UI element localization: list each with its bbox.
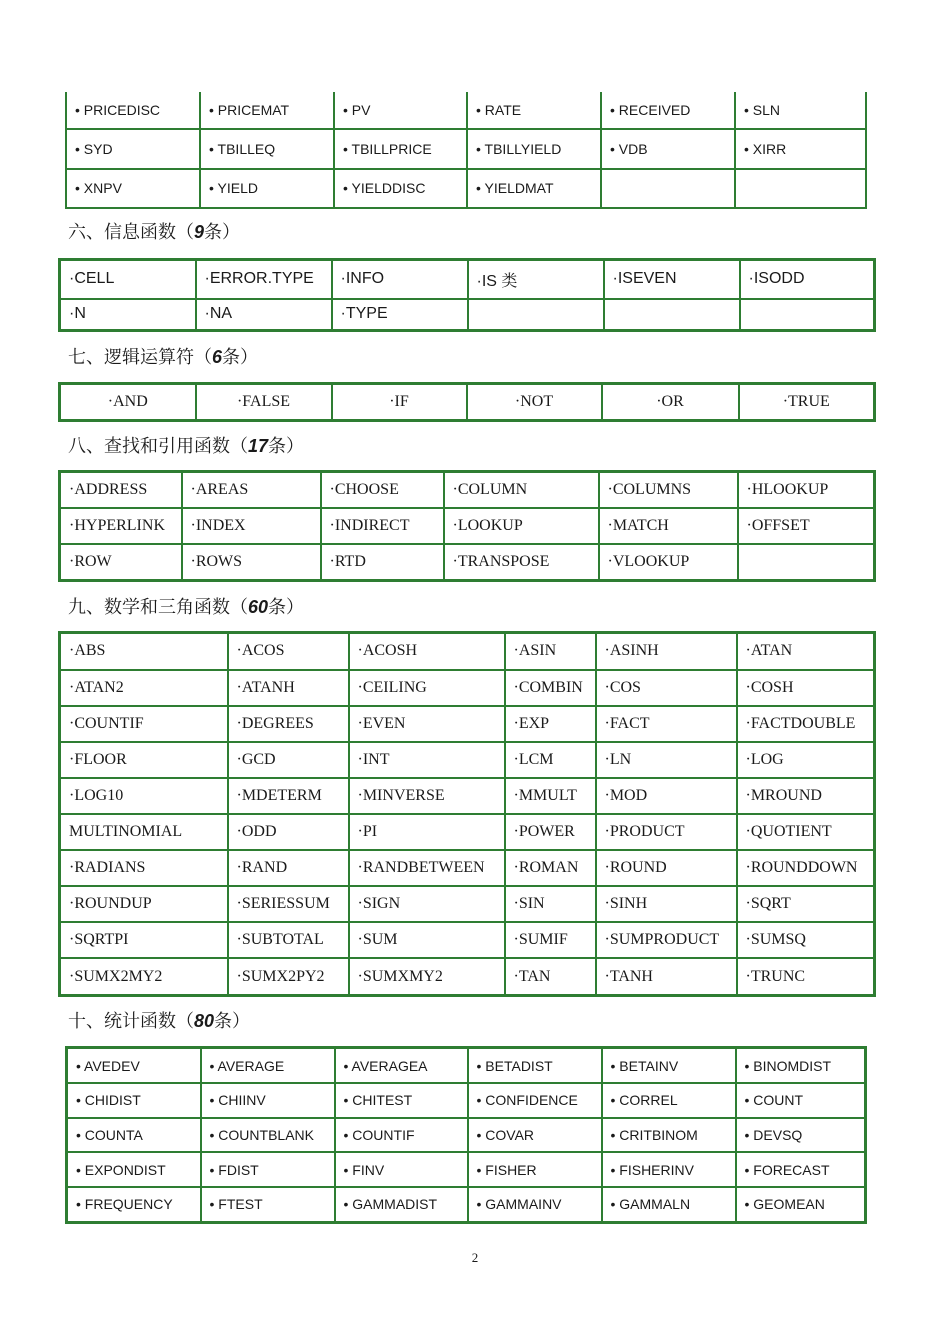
function-cell: ·CELL (60, 260, 196, 299)
function-cell: • FISHER (468, 1152, 602, 1187)
function-cell: ·NOT (467, 384, 602, 421)
function-cell: ·HLOOKUP (738, 472, 875, 509)
function-cell: • CRITBINOM (602, 1118, 736, 1153)
table-row (60, 922, 875, 958)
function-cell: ·ISEVEN (604, 260, 740, 299)
function-cell: • YIELDMAT (467, 169, 601, 208)
function-cell: ·FACTDOUBLE (737, 706, 875, 742)
page-number: 2 (471, 1250, 479, 1265)
function-cell: ·ROUND (596, 850, 737, 886)
table-info (58, 258, 876, 332)
heading-count: 6 (212, 347, 223, 367)
table-row (60, 544, 875, 581)
function-cell: • COUNTIF (335, 1118, 468, 1153)
function-cell: ·LCM (505, 742, 596, 778)
function-cell: • COVAR (468, 1118, 602, 1153)
table-row (60, 508, 875, 544)
function-cell: • DEVSQ (736, 1118, 866, 1153)
function-cell: ·MOD (596, 778, 737, 814)
function-cell: ·HYPERLINK (60, 508, 182, 544)
function-cell: • BETAINV (602, 1048, 736, 1084)
function-cell: ·TAN (505, 958, 596, 995)
heading-text: 十、统计函数（ (68, 1011, 194, 1032)
function-cell: ·SERIESSUM (228, 886, 349, 922)
function-cell: ·N (60, 299, 196, 331)
table-math (58, 631, 876, 997)
function-cell: ·TRUNC (737, 958, 875, 995)
heading-count: 9 (194, 222, 205, 242)
function-cell: ·LOOKUP (444, 508, 599, 544)
function-cell: ·ROMAN (505, 850, 596, 886)
function-cell: ·LOG (737, 742, 875, 778)
table-row (67, 1048, 866, 1084)
function-cell: MULTINOMIAL (60, 814, 228, 850)
table-row (60, 742, 875, 778)
table-row (60, 778, 875, 814)
table-row (67, 1152, 866, 1187)
function-cell: ·GCD (228, 742, 349, 778)
function-cell: ·COLUMNS (599, 472, 738, 509)
section-heading-stats (68, 1007, 250, 1033)
table-finance (65, 92, 867, 209)
function-cell: ·ERROR.TYPE (196, 260, 332, 299)
function-cell: ·IF (332, 384, 467, 421)
function-cell: ·ASIN (505, 633, 596, 670)
function-cell: ·ATANH (228, 670, 349, 706)
function-cell: ·ISODD (740, 260, 875, 299)
stats-functions-table (65, 1046, 867, 1224)
function-cell: ·EXP (505, 706, 596, 742)
function-cell: • FORECAST (736, 1152, 866, 1187)
table-row (60, 670, 875, 706)
function-cell: • COUNT (736, 1083, 866, 1118)
function-cell: ·ROUNDDOWN (737, 850, 875, 886)
function-cell: ·COSH (737, 670, 875, 706)
heading-text: 七、逻辑运算符（ (68, 347, 212, 368)
info-functions-table (58, 258, 876, 332)
function-cell: ·ACOS (228, 633, 349, 670)
function-cell: ·MINVERSE (349, 778, 505, 814)
function-cell: ·MATCH (599, 508, 738, 544)
function-cell: • EXPONDIST (67, 1152, 201, 1187)
function-cell: ·MDETERM (228, 778, 349, 814)
heading-suffix: 条） (268, 436, 305, 457)
function-cell: ·SUM (349, 922, 505, 958)
function-cell: ·SUMX2MY2 (60, 958, 228, 995)
function-cell: • BETADIST (468, 1048, 602, 1084)
function-cell: ·ADDRESS (60, 472, 182, 509)
section-heading-info (68, 218, 240, 244)
function-cell: • GEOMEAN (736, 1187, 866, 1223)
heading-suffix: 条） (268, 597, 305, 618)
function-cell: ·SINH (596, 886, 737, 922)
function-cell: ·TANH (596, 958, 737, 995)
function-cell: ·TRANSPOSE (444, 544, 599, 581)
lookup-functions-table (58, 470, 876, 582)
function-cell: • BINOMDIST (736, 1048, 866, 1084)
function-cell (738, 544, 875, 581)
function-cell: • TBILLEQ (200, 129, 334, 168)
function-cell: • XIRR (735, 129, 866, 168)
function-cell: • RECEIVED (601, 92, 735, 129)
function-cell: ·SQRT (737, 886, 875, 922)
function-cell: ·RADIANS (60, 850, 228, 886)
math-functions-table (58, 631, 876, 997)
function-cell: • FINV (335, 1152, 468, 1187)
function-cell: • GAMMALN (602, 1187, 736, 1223)
table-row (60, 886, 875, 922)
table-row (67, 1187, 866, 1223)
function-cell: ·COUNTIF (60, 706, 228, 742)
function-cell (604, 299, 740, 331)
function-cell: • CONFIDENCE (468, 1083, 602, 1118)
table-row (60, 472, 875, 509)
function-cell: • CORREL (602, 1083, 736, 1118)
function-cell: ·SIN (505, 886, 596, 922)
table-row (67, 1118, 866, 1153)
heading-count: 60 (248, 597, 269, 617)
function-cell: ·COMBIN (505, 670, 596, 706)
function-cell: • FISHERINV (602, 1152, 736, 1187)
function-cell: ·INDEX (182, 508, 321, 544)
function-cell: ·ATAN (737, 633, 875, 670)
function-cell: ·TYPE (332, 299, 468, 331)
function-cell: ·LN (596, 742, 737, 778)
function-cell: ·INFO (332, 260, 468, 299)
function-cell: ·FLOOR (60, 742, 228, 778)
function-cell: • FDIST (201, 1152, 335, 1187)
function-cell: ·EVEN (349, 706, 505, 742)
function-cell: ·RTD (321, 544, 444, 581)
table-row (66, 129, 866, 168)
function-cell: ·ROUNDUP (60, 886, 228, 922)
function-cell: • SYD (66, 129, 200, 168)
function-cell: ·PRODUCT (596, 814, 737, 850)
function-cell: ·AREAS (182, 472, 321, 509)
function-cell: ·INDIRECT (321, 508, 444, 544)
function-cell: ·SUBTOTAL (228, 922, 349, 958)
table-row (60, 299, 875, 331)
function-cell: • YIELD (200, 169, 334, 208)
function-cell (468, 299, 604, 331)
function-cell: ·FALSE (196, 384, 332, 421)
function-cell: • TBILLYIELD (467, 129, 601, 168)
table-logic (58, 382, 876, 422)
function-cell: • PRICEDISC (66, 92, 200, 129)
section-heading-math (68, 593, 304, 619)
function-cell: • COUNTA (67, 1118, 201, 1153)
function-cell: ·IS 类 (468, 260, 604, 299)
function-cell: ·ROWS (182, 544, 321, 581)
function-cell: • VDB (601, 129, 735, 168)
function-cell: ·ATAN2 (60, 670, 228, 706)
function-cell: ·ABS (60, 633, 228, 670)
function-cell: • AVERAGE (201, 1048, 335, 1084)
function-cell: ·FACT (596, 706, 737, 742)
table-row (60, 633, 875, 670)
heading-text: 八、查找和引用函数（ (68, 436, 248, 457)
function-cell: ·COLUMN (444, 472, 599, 509)
function-cell: • CHITEST (335, 1083, 468, 1118)
function-cell: • AVERAGEA (335, 1048, 468, 1084)
function-cell: ·SQRTPI (60, 922, 228, 958)
table-row (66, 169, 866, 208)
function-cell: • CHIDIST (67, 1083, 201, 1118)
logic-functions-table (58, 382, 876, 422)
function-cell: ·SUMIF (505, 922, 596, 958)
function-cell: • RATE (467, 92, 601, 129)
heading-count: 17 (248, 436, 269, 456)
section-heading-lookup (68, 432, 304, 458)
function-cell: ·OFFSET (738, 508, 875, 544)
function-cell: • GAMMAINV (468, 1187, 602, 1223)
function-cell: • COUNTBLANK (201, 1118, 335, 1153)
function-cell: ·INT (349, 742, 505, 778)
function-cell: ·NA (196, 299, 332, 331)
table-row (60, 958, 875, 995)
function-cell: • FREQUENCY (67, 1187, 201, 1223)
finance-functions-table (65, 92, 867, 209)
function-cell: • CHIINV (201, 1083, 335, 1118)
function-cell: ·SUMPRODUCT (596, 922, 737, 958)
table-row (67, 1083, 866, 1118)
function-cell: • PV (334, 92, 467, 129)
function-cell: ·TRUE (739, 384, 875, 421)
function-cell (735, 169, 866, 208)
function-cell: ·CEILING (349, 670, 505, 706)
function-cell: ·OR (602, 384, 739, 421)
heading-suffix: 条） (222, 347, 259, 368)
table-row (60, 850, 875, 886)
function-cell: • FTEST (201, 1187, 335, 1223)
function-cell: ·QUOTIENT (737, 814, 875, 850)
function-cell: ·ASINH (596, 633, 737, 670)
table-row (66, 92, 866, 129)
function-cell: ·ROW (60, 544, 182, 581)
function-cell: ·DEGREES (228, 706, 349, 742)
heading-suffix: 条） (214, 1011, 251, 1032)
function-cell: ·MROUND (737, 778, 875, 814)
function-cell: ·SIGN (349, 886, 505, 922)
heading-text: 六、信息函数（ (68, 222, 194, 243)
function-cell: • XNPV (66, 169, 200, 208)
heading-suffix: 条） (204, 222, 241, 243)
function-cell: ·ODD (228, 814, 349, 850)
function-cell: • TBILLPRICE (334, 129, 467, 168)
function-cell: ·VLOOKUP (599, 544, 738, 581)
heading-text: 九、数学和三角函数（ (68, 597, 248, 618)
function-cell: • GAMMADIST (335, 1187, 468, 1223)
function-cell: ·CHOOSE (321, 472, 444, 509)
function-cell: ·PI (349, 814, 505, 850)
function-cell (601, 169, 735, 208)
function-cell: ·SUMSQ (737, 922, 875, 958)
function-cell: ·POWER (505, 814, 596, 850)
function-cell: ·COS (596, 670, 737, 706)
function-cell: ·RANDBETWEEN (349, 850, 505, 886)
function-cell: ·RAND (228, 850, 349, 886)
table-lookup (58, 470, 876, 582)
table-row (60, 706, 875, 742)
function-cell: ·MMULT (505, 778, 596, 814)
section-heading-logic (68, 343, 258, 369)
function-cell (740, 299, 875, 331)
function-cell: ·SUMXMY2 (349, 958, 505, 995)
table-stats (65, 1046, 867, 1224)
heading-count: 80 (194, 1011, 215, 1031)
function-cell: ·AND (60, 384, 196, 421)
function-cell: ·SUMX2PY2 (228, 958, 349, 995)
table-row (60, 260, 875, 299)
function-cell: ·LOG10 (60, 778, 228, 814)
table-row (60, 384, 875, 421)
function-cell: • SLN (735, 92, 866, 129)
function-cell: • AVEDEV (67, 1048, 201, 1084)
table-row (60, 814, 875, 850)
function-cell: ·ACOSH (349, 633, 505, 670)
function-cell: • YIELDDISC (334, 169, 467, 208)
function-cell: • PRICEMAT (200, 92, 334, 129)
